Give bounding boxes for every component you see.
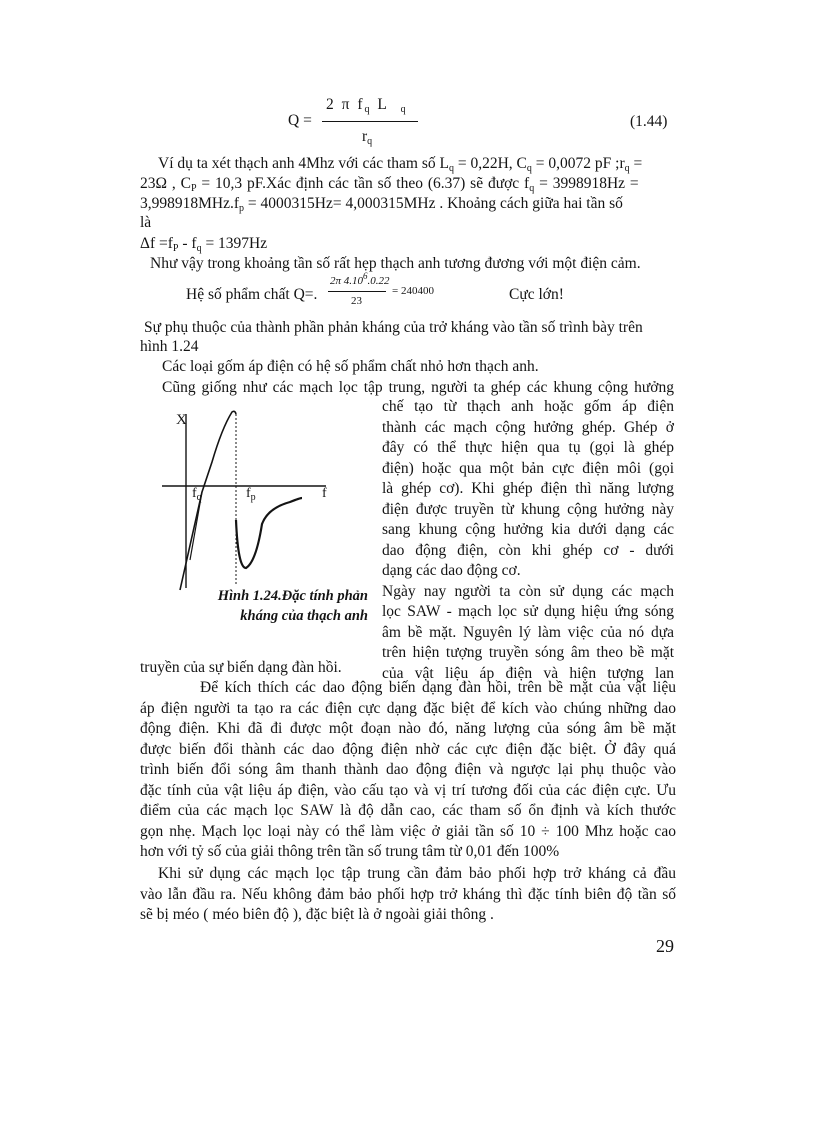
right-col-line: lọc SAW - mạch lọc sử dụng hiệu ứng sóng — [382, 603, 674, 620]
para3-line1: Sự phụ thuộc của thành phần phản kháng của trở kháng vào tần số trình bày trên — [144, 319, 643, 336]
caption-line2: kháng của thạch anh — [240, 608, 368, 624]
para6-line: đặc tính của vật liệu áp điện, vào cấu tạo và vị trí tương đối của các điện cực. Ưu — [140, 781, 676, 799]
para1-line1: Ví dụ ta xét thạch anh 4Mhz với các tham số $L_q = 0,22H$, $C_q = 0,0072$ pF $;r_q$ = — [158, 155, 643, 174]
quality-denominator: 23 — [351, 295, 362, 307]
right-col-line: sang khung cộng hưởng kia dưới dạng các — [382, 521, 674, 538]
saw-paragraph — [140, 678, 676, 863]
para6-line: áp điện người ta tạo ra các điện cực dạng đặc biệt để kích vào chúng những dao — [140, 699, 676, 717]
caption-line1: Hình 1.24.Đặc tính phản — [217, 588, 368, 604]
para2: Như vậy trong khoảng tần số rất hẹp thạch anh tương đương với một điện cảm. — [150, 255, 641, 272]
right-col-line: trên hiện tượng truyền sóng âm theo bề mặt — [382, 644, 674, 661]
right-col-line: điện được truyền từ khung cộng hưởng này — [382, 500, 674, 518]
quality-label: Hệ số phẩm chất Q=. — [186, 286, 318, 303]
reactance-curve-left — [180, 411, 236, 590]
reactance-curve-right — [236, 498, 302, 568]
para1-line3: $3,998918MHz.f_p = 4000315Hz= 4,000315MHz$ . Khoảng cách giữa hai tần số — [140, 195, 623, 214]
eq-numerator: 2 π $f_q$ L $_q$ — [326, 96, 408, 115]
right-col-line: là ghép cơ). Khi ghép điện thì năng lượng — [382, 480, 674, 497]
para6-line: động điện. Khi đã đi được một đoạn nào đó, năng lượng của sóng âm bề mặt — [140, 720, 676, 737]
para3-line2: hình 1.24 — [140, 338, 199, 355]
para1-line4: là — [140, 214, 152, 231]
para6-line: trình biến đổi sóng âm thanh thành dao động điện và ngược lại phụ thuộc vào — [140, 761, 676, 778]
para5-last-line: truyền của sự biến dạng đàn hồi. — [140, 659, 342, 676]
fraction-bar — [322, 121, 418, 122]
para1-line2: 23Ω , $C_P = 10,3$ pF.Xác định các tần số theo (6.37) sẽ được $f_q = 3998918Hz$ = — [140, 175, 639, 194]
eq-lhs: Q = — [288, 112, 312, 129]
page-number: 29 — [656, 936, 674, 956]
right-col-line: điện) hoặc qua một bản cực điện môi (gọi — [382, 459, 674, 477]
quality-result: = 240400 — [392, 285, 434, 297]
right-col-line: chế tạo từ thạch anh hoặc gốm áp điện — [382, 398, 674, 415]
right-col-line: của vật liệu áp điện và hiện tượng lan — [382, 664, 674, 682]
quality-comment: Cực lớn! — [509, 286, 564, 303]
y-axis-label: X — [176, 412, 187, 428]
right-col-line: Ngày nay người ta còn sử dụng các mạch — [382, 582, 674, 600]
eq-denominator: $r_q$ — [362, 128, 373, 147]
para6-line: được biến đổi thành các dao động điện nhờ các cực điện đặc biệt. Ở đây quá — [140, 740, 676, 758]
right-column-text — [382, 397, 674, 684]
fp-label: $f_p$ — [246, 486, 256, 503]
figure-caption — [150, 586, 368, 626]
para7-line: vào lẫn đầu ra. Nếu không đảm bảo phối hợp trở kháng thì đặc tính biên độ tần số — [140, 885, 676, 903]
matching-paragraph — [140, 864, 676, 926]
f-axis-label: f — [322, 486, 327, 501]
right-col-line: đây có thể thực hiện qua tụ (gọi là ghép — [382, 439, 674, 456]
para6-line: hơn với tỷ số của giải thông trên tần số trung tâm từ 0,01 đến 100% — [140, 843, 560, 860]
para4: Các loại gốm áp điện có hệ số phẩm chất nhỏ hơn thạch anh. — [162, 358, 539, 375]
para6-line: Để kích thích các dao động biến dạng đàn hồi, trên bề mặt của vật liệu — [200, 679, 676, 696]
right-col-line: thành các mạch cộng hưởng ghép. Ghép ở — [382, 418, 674, 436]
equation-number: (1.44) — [630, 113, 668, 130]
para5-first-line: Cũng giống như các mạch lọc tập trung, người ta ghép các khung cộng hưởng — [162, 379, 674, 396]
right-col-line: dạng các dao động cơ. — [382, 562, 521, 579]
para6-line: gọn nhẹ. Mạch lọc loại này có thể làm việc ở giải tần số 10 ÷ 100 Mhz hoặc cao — [140, 822, 676, 840]
para7-line: sẽ bị méo ( méo biên độ ), đặc biệt là ở ngoài giải thông . — [140, 906, 494, 923]
delta-f-line: $\Delta f =f_P - f_q = 1397Hz$ — [140, 235, 268, 254]
quality-numerator: 2π 4.10$^6$.0.22 — [330, 271, 390, 287]
right-col-line: dao động điện, còn khi ghép cơ - dưới — [382, 541, 674, 559]
para7-line: Khi sử dụng các mạch lọc tập trung cần đảm bảo phối hợp trở kháng cả đầu — [158, 865, 676, 882]
right-col-line: âm bề mặt. Nguyên lý làm việc của nó dựa — [382, 623, 674, 641]
fq-label: $f_q$ — [192, 486, 202, 503]
para6-line: điểm của các mạch lọc SAW là độ dẫn cao, các tham số ổn định và kích thước — [140, 802, 676, 819]
reactance-figure — [150, 400, 350, 600]
quality-fraction-bar — [328, 291, 386, 292]
